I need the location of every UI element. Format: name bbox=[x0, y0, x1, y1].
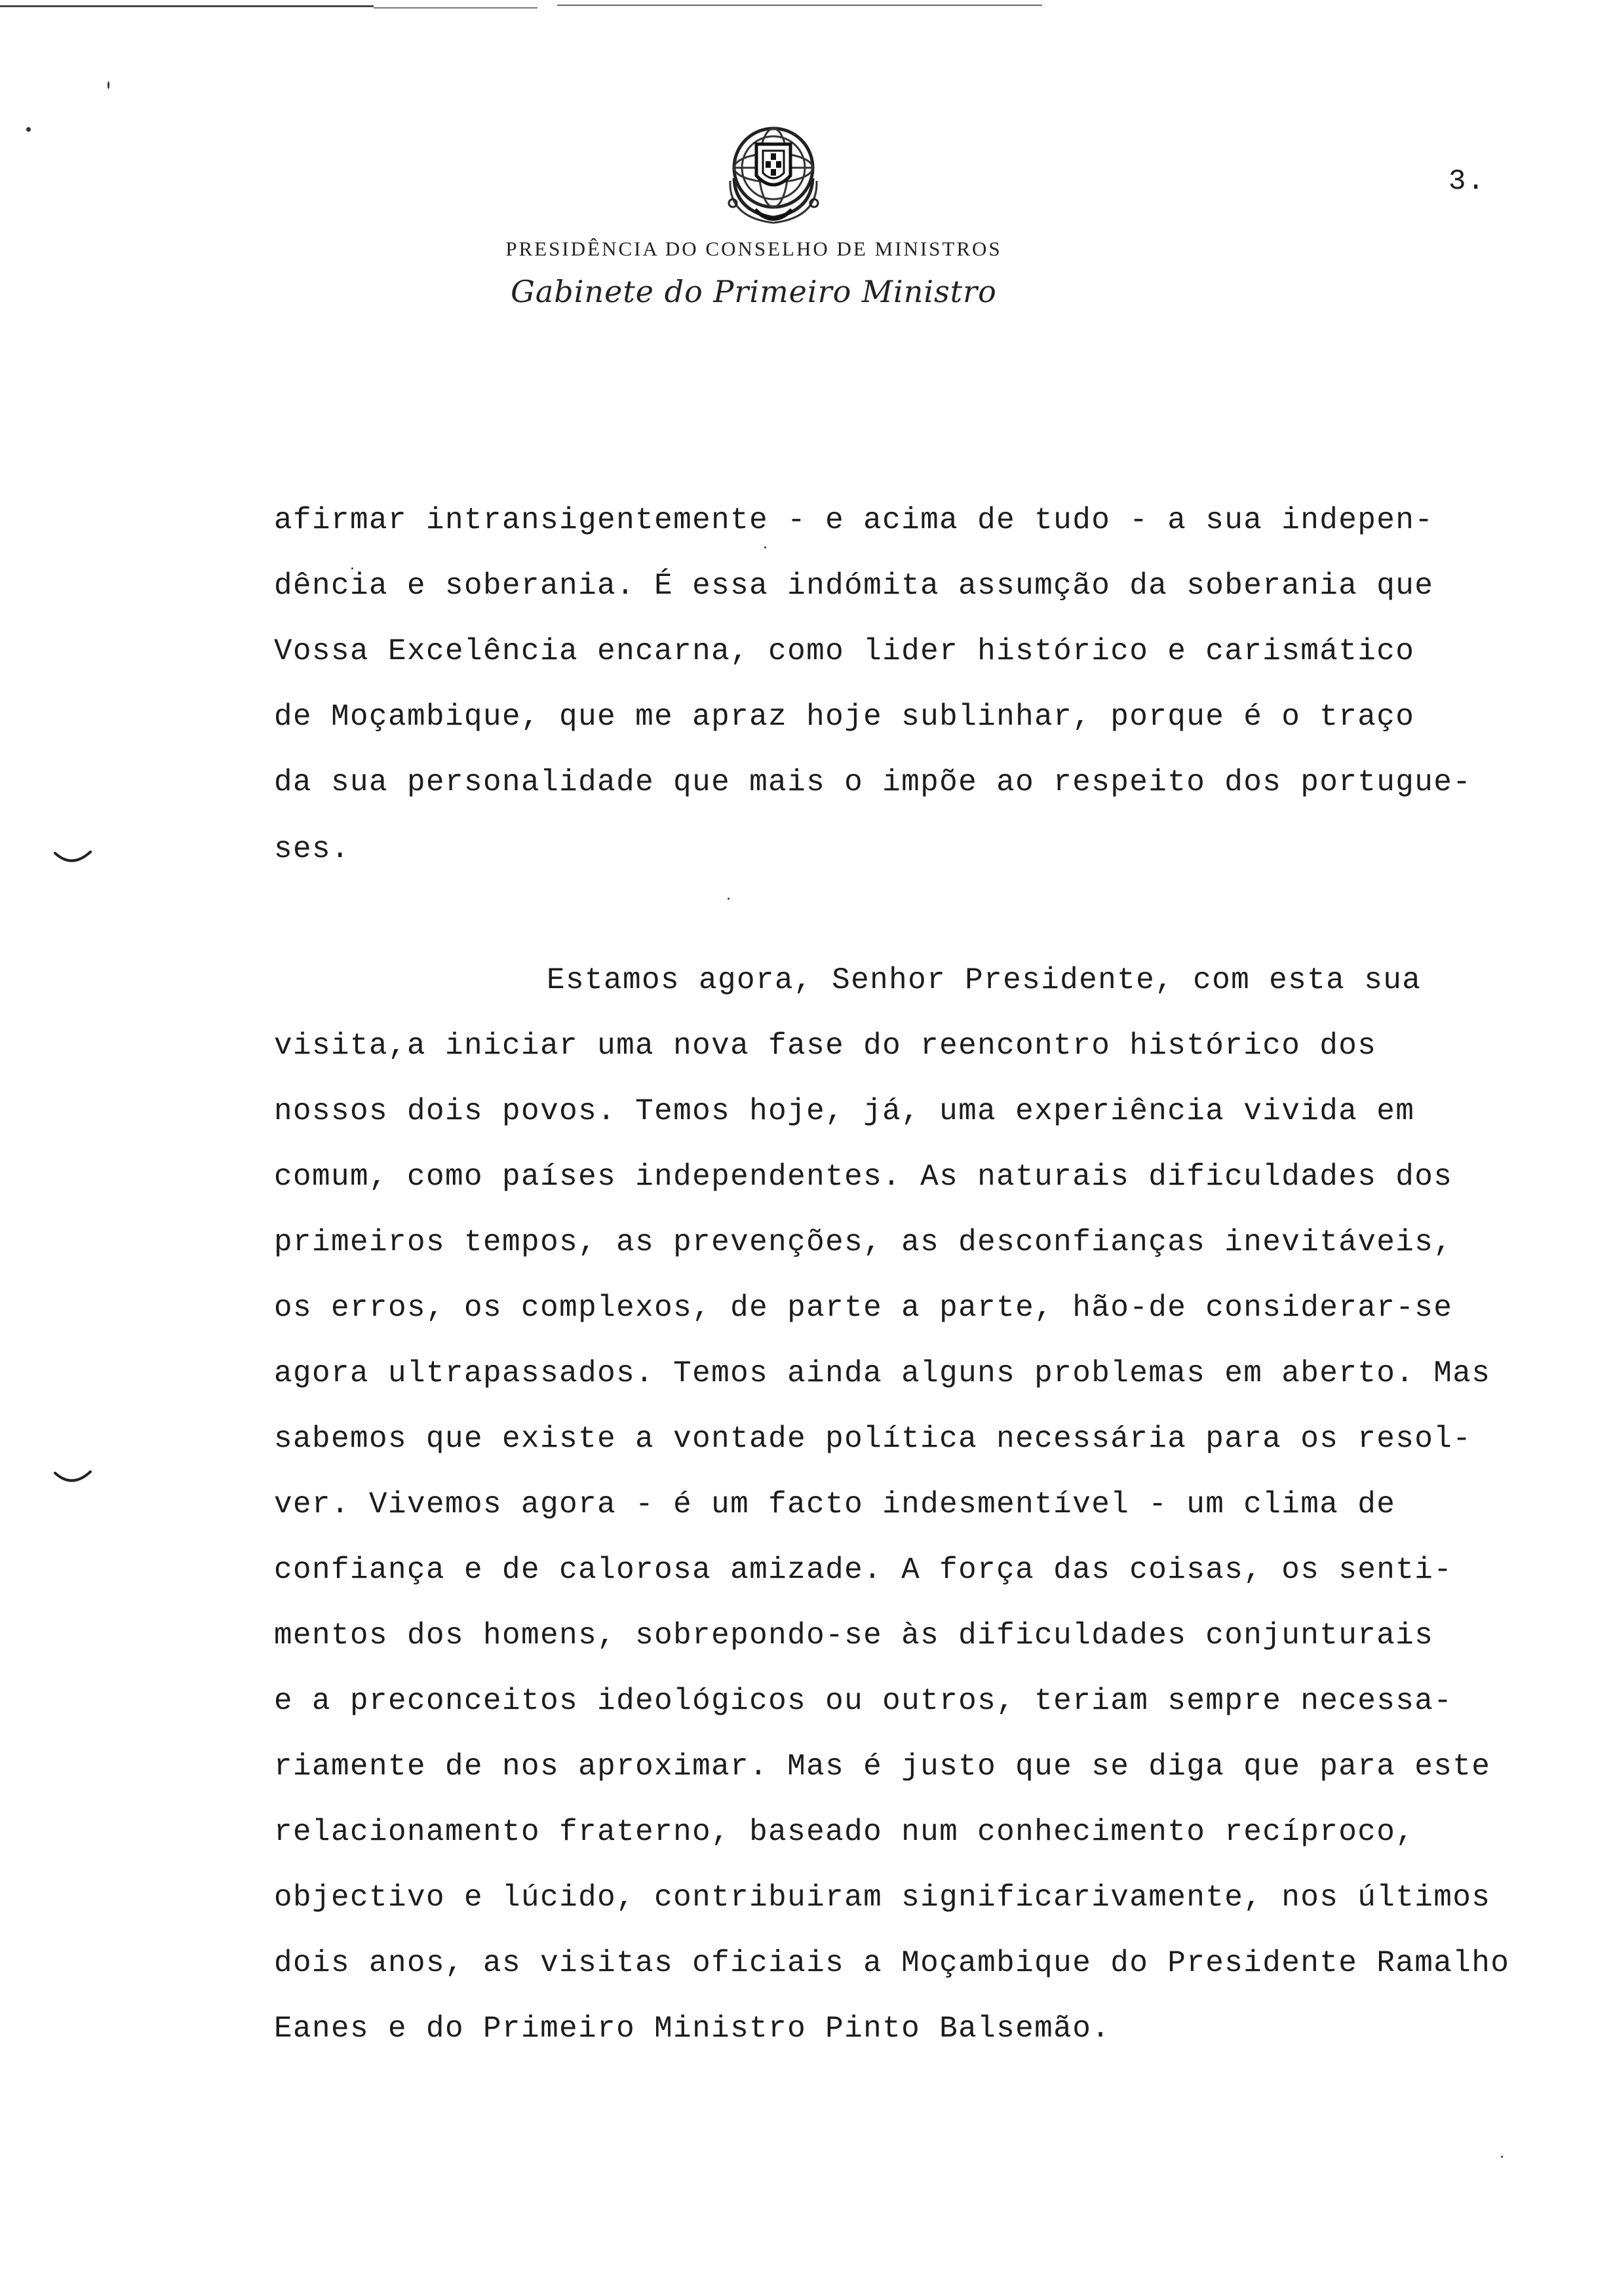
text-line: os erros, os complexos, de parte a parte, hão-de considerar-se bbox=[274, 1291, 1453, 1325]
check-mark-icon bbox=[52, 849, 93, 866]
scan-speck bbox=[26, 127, 31, 132]
text-line: sabemos que existe a vontade política necessária para os resol- bbox=[274, 1422, 1472, 1456]
text-line: riamente de nos aproximar. Mas é justo que se diga que para este bbox=[274, 1750, 1491, 1784]
text-line: nossos dois povos. Temos hoje, já, uma experiência vivida em bbox=[274, 1094, 1415, 1128]
text-line: confiança e de calorosa amizade. A força das coisas, os senti- bbox=[274, 1553, 1453, 1587]
check-mark-icon bbox=[52, 1469, 93, 1486]
scan-speck bbox=[1501, 2156, 1503, 2158]
office-title bbox=[0, 237, 1615, 261]
page-number: 3. bbox=[1449, 165, 1486, 198]
coat-of-arms-emblem bbox=[716, 113, 831, 228]
text-line: objectivo e lúcido, contribuiram significarivamente, nos últimos bbox=[274, 1881, 1491, 1915]
text-line: Vossa Excelência encarna, como lider histórico e carismático bbox=[274, 634, 1415, 668]
text-line: ver. Vivemos agora - é um facto indesmentível - um clima de bbox=[274, 1487, 1396, 1521]
office-subtitle-text: Gabinete do Primeiro Ministro bbox=[511, 274, 997, 309]
text-line: agora ultrapassados. Temos ainda alguns problemas em aberto. Mas bbox=[274, 1356, 1491, 1390]
text-line: ses. bbox=[274, 832, 351, 866]
text-line: Eanes e do Primeiro Ministro Pinto Balsemão. bbox=[274, 2012, 1111, 2046]
text-line: mentos dos homens, sobrepondo-se às dificuldades conjunturais bbox=[274, 1618, 1434, 1653]
text-line: afirmar intransigentemente - e acima de tudo - a sua indepen- bbox=[274, 503, 1434, 537]
text-line: da sua personalidade que mais o impõe ao respeito dos portugue- bbox=[274, 765, 1472, 799]
text-line: dência e soberania. É essa indómita assumção da soberania que bbox=[274, 569, 1434, 603]
text-line: dois anos, as visitas oficiais a Moçambique do Presidente Ramalho bbox=[274, 1946, 1510, 1980]
text-line: primeiros tempos, as prevenções, as desconfianças inevitáveis, bbox=[274, 1225, 1453, 1259]
office-title-text: PRESIDÊNCIA DO CONSELHO DE MINISTROS bbox=[505, 237, 1002, 260]
scan-speck bbox=[764, 546, 766, 548]
scan-speck bbox=[728, 898, 730, 900]
text-line: comum, como países independentes. As naturais dificuldades dos bbox=[274, 1160, 1453, 1194]
scan-top-rule bbox=[374, 7, 537, 9]
scan-speck bbox=[107, 81, 109, 89]
scan-top-rule bbox=[0, 5, 374, 7]
text-line: e a preconceitos ideológicos ou outros, teriam sempre necessa- bbox=[274, 1684, 1453, 1718]
text-line: relacionamento fraterno, baseado num conhecimento recíproco, bbox=[274, 1815, 1415, 1849]
text-line: de Moçambique, que me apraz hoje sublinhar, porque é o traço bbox=[274, 700, 1415, 734]
text-line: visita,a iniciar uma nova fase do reencontro histórico dos bbox=[274, 1029, 1377, 1063]
text-line: Estamos agora, Senhor Presidente, com esta sua bbox=[547, 963, 1422, 997]
office-subtitle bbox=[0, 274, 1615, 309]
scan-top-rule bbox=[557, 5, 1042, 6]
